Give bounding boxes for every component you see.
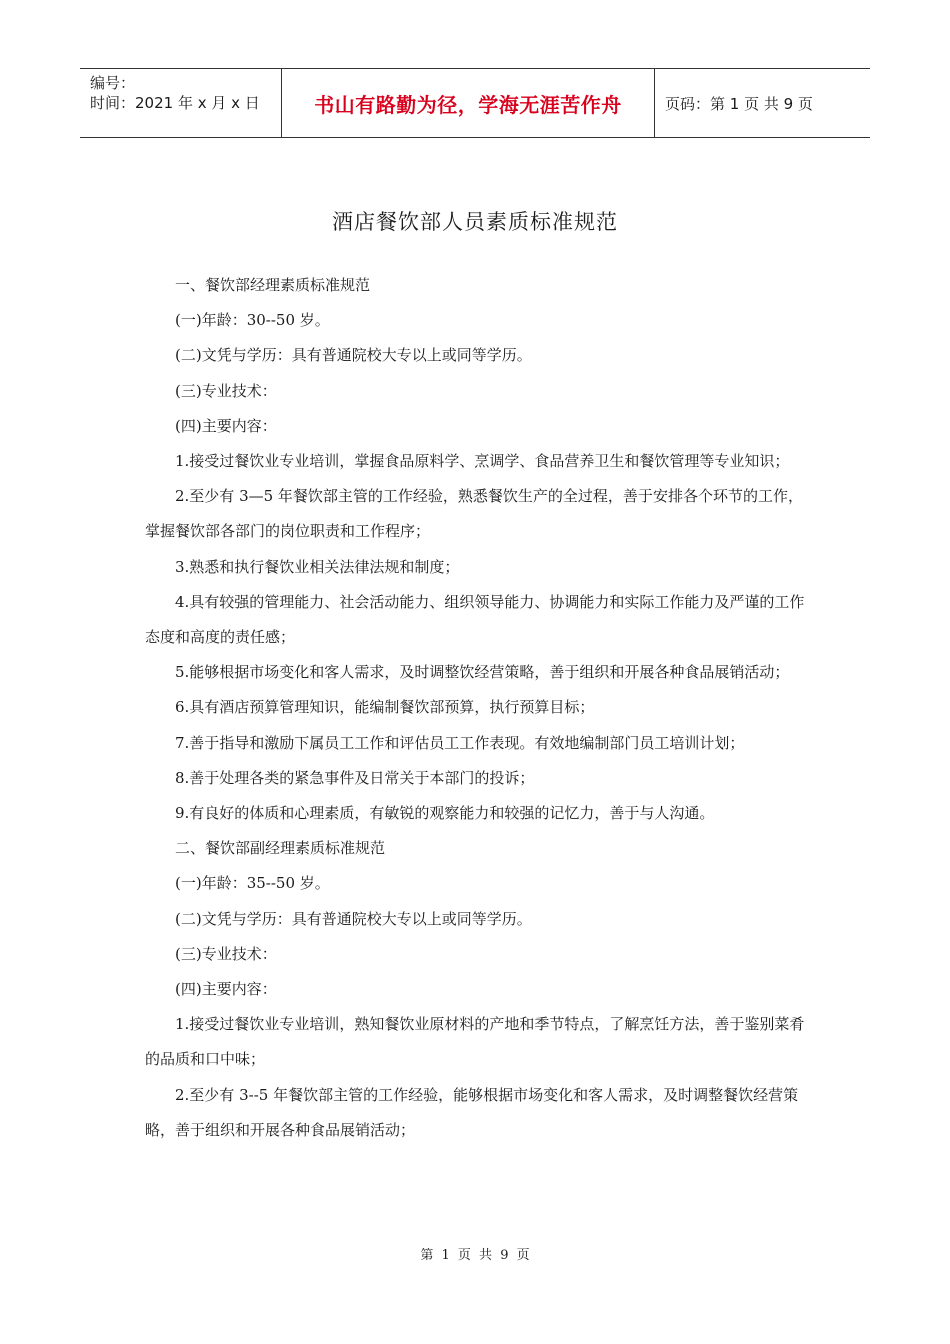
header-meta — [80, 69, 282, 137]
paragraph: (一)年龄：30--50 岁。 — [175, 311, 330, 330]
paragraph: (一)年龄：35--50 岁。 — [175, 874, 330, 893]
document-body — [145, 268, 810, 1148]
paragraph: (二)文凭与学历：具有普通院校大专以上或同等学历。 — [175, 909, 532, 928]
paragraph: 2.至少有 3--5 年餐饮部主管的工作经验，能够根据市场变化和客人需求，及时调整餐饮经营策略，善于组织和开展各种食品展销活动； — [145, 1085, 799, 1139]
paragraph: (二)文凭与学历：具有普通院校大专以上或同等学历。 — [175, 346, 532, 365]
document-number-label: 编号： — [90, 74, 136, 92]
paragraph: 1.接受过餐饮业专业培训，掌握食品原料学、烹调学、食品营养卫生和餐饮管理等专业知识； — [175, 452, 790, 471]
document-title: 酒店餐饮部人员素质标准规范 — [332, 210, 618, 234]
paragraph: 2.至少有 3—5 年餐饮部主管的工作经验，熟悉餐饮生产的全过程，善于安排各个环节的工作，掌握餐饮部各部门的岗位职责和工作程序； — [145, 487, 803, 541]
paragraph: 3.熟悉和执行餐饮业相关法律法规和制度； — [175, 557, 460, 576]
paragraph: 7.善于指导和激励下属员工工作和评估员工工作表现。有效地编制部门员工培训计划； — [175, 733, 745, 752]
header-motto: 书山有路勤为径，学海无涯苦作舟 — [282, 69, 655, 137]
page-header — [80, 68, 870, 138]
paragraph: 6.具有酒店预算管理知识，能编制餐饮部预算，执行预算目标； — [175, 698, 595, 717]
paragraph: (三)专业技术： — [175, 944, 277, 963]
document-date-label: 时间：2021 年 x 月 x 日 — [90, 94, 260, 112]
page-footer: 第 1 页 共 9 页 — [420, 1248, 530, 1263]
paragraph: (四)主要内容： — [175, 980, 277, 999]
paragraph: 二、餐饮部副经理素质标准规范 — [175, 839, 386, 858]
paragraph: 8.善于处理各类的紧急事件及日常关于本部门的投诉； — [175, 768, 535, 787]
paragraph: (四)主要内容： — [175, 416, 277, 435]
paragraph: 5.能够根据市场变化和客人需求，及时调整饮经营策略，善于组织和开展各种食品展销活动； — [175, 663, 790, 682]
paragraph: 9.有良好的体质和心理素质，有敏锐的观察能力和较强的记忆力，善于与人沟通。 — [175, 804, 715, 823]
paragraph: 4.具有较强的管理能力、社会活动能力、组织领导能力、协调能力和实际工作能力及严谨的工作态度和高度的责任感； — [145, 592, 805, 647]
header-page-info: 页码：第 1 页 共 9 页 — [665, 94, 813, 113]
paragraph: 一、餐饮部经理素质标准规范 — [175, 276, 371, 294]
paragraph: 1.接受过餐饮业专业培训，熟知餐饮业原材料的产地和季节特点，了解烹饪方法，善于鉴别菜肴的品质和口中味； — [145, 1015, 805, 1069]
paragraph: (三)专业技术： — [175, 381, 277, 400]
